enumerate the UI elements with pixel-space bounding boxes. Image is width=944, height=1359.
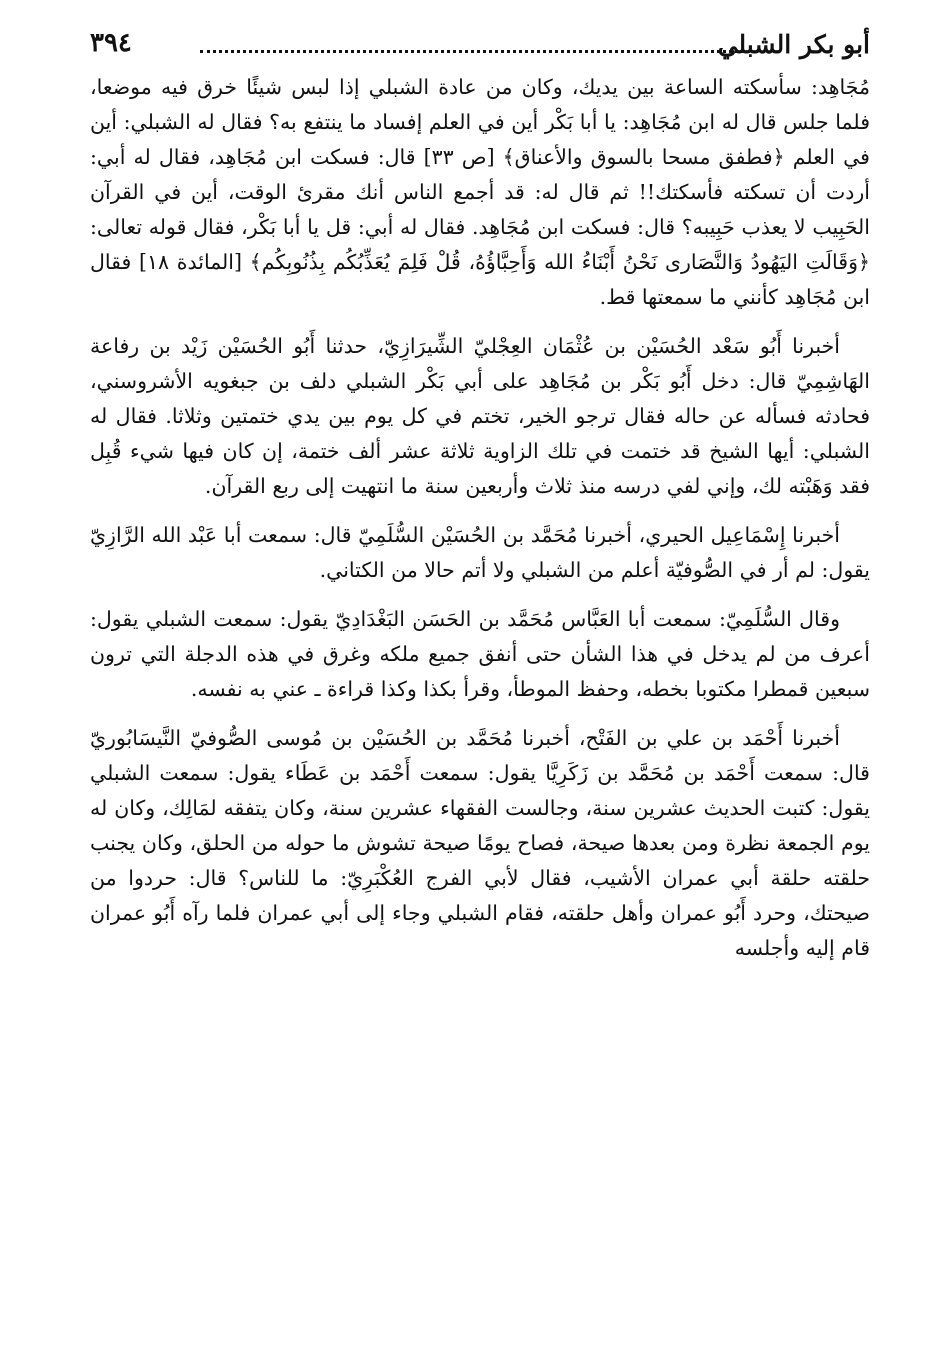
body-text [90, 70, 870, 966]
running-header [90, 28, 870, 70]
paragraph-1: مُجَاهِد: سأسكته الساعة بين يديك، وكان من عادة الشبلي إذا لبس شيئًا خرق فيه موضعا، فلما جلس قال له ابن مُجَاهِد: يا أبا بَكْر أين في العلم إفساد ما ينتفع به؟ فقال له الشبلي: أين في العلم ﴿فطفق مسحا بالسوق والأعناق﴾ [ص ٣٣] قال: فسكت ابن مُجَاهِد، فقال له أبي: أردت أن تسكته فأسكتك!! ثم قال له: قد أجمع الناس أنك مقرئ الوقت، أين في القرآن الحَبِيب لا يعذب حَبِيبه؟ قال: فسكت ابن مُجَاهِد. فقال له أبي: قل يا أبا بَكْر، فقال قوله تعالى: ﴿وَقَالَتِ اليَهُودُ وَالنَّصَارى نَحْنُ أَبْنَاءُ الله وَأَحِبَّاؤُهُ، قُلْ فَلِمَ يُعَذِّبُكُم بِذُنُوبِكُم﴾ [المائدة ١٨] فقال ابن مُجَاهِد كأنني ما سمعتها قط. [90, 75, 871, 309]
paragraph-5: أخبرنا أَحْمَد بن علي بن الفَتْح، أخبرنا مُحَمَّد بن الحُسَيْن بن مُوسى الصُّوفيّ النَّيسَابُوريّ قال: سمعت أَحْمَد بن مُحَمَّد بن زَكَرِيَّا يقول: سمعت أَحْمَد بن عَطَاء يقول: سمعت الشبلي يقول: كتبت الحديث عشرين سنة، وجالست الفقهاء عشرين سنة، وكان يتفقه لمَالِك، وكان له يوم الجمعة نظرة ومن بعدها صيحة، فصاح يومًا صيحة تشوش ما حوله من الحلق، وكان يجنب حلقته حلقة أبي عمران الأشيب، فقال لأبي الفرج العُكْبَرِيّ: ما للناس؟ قال: حردوا من صيحتك، وحرد أَبُو عمران وأهل حلقته، فقام الشبلي وجاء إلى أبي عمران فلما رآه أَبُو عمران قام إليه وأجلسه [90, 726, 870, 960]
page-number: ٣٩٤ [90, 28, 132, 58]
dotted-leader [200, 50, 745, 53]
book-page [90, 28, 870, 1328]
paragraph-2: أخبرنا أَبُو سَعْد الحُسَيْن بن عُثْمَان العِجْليّ الشِّيرَازِيّ، حدثنا أَبُو الحُسَيْن زَيْد بن رفاعة الهَاشِمِيّ قال: دخل أَبُو بَكْر بن مُجَاهِد على أبي بَكْر الشبلي دلف بن جبغويه الأشروسني، فحادثه فسأله عن حاله فقال ترجو الخير، تختم في كل يوم بين يدي ختمتين وثلاثا. فقال له الشبلي: أيها الشيخ قد ختمت في تلك الزاوية ثلاثة عشر ألف ختمة، إن كان فيها شيء قُبِل فقد وَهَبْته لك، وإني لفي درسه منذ ثلاث وأربعين سنة ما انتهيت إلى ربع القرآن. [90, 334, 870, 498]
paragraph-3: أخبرنا إِسْمَاعِيل الحيري، أخبرنا مُحَمَّد بن الحُسَيْن السُّلَمِيّ قال: سمعت أبا عَبْد الله الرَّازِيّ يقول: لم أر في الصُّوفيّة أعلم من الشبلي ولا أتم حالا من الكتاني. [90, 523, 870, 582]
paragraph-4: وقال السُّلَمِيّ: سمعت أبا العَبَّاس مُحَمَّد بن الحَسَن البَغْدَادِيّ يقول: سمعت الشبلي يقول: أعرف من لم يدخل في هذا الشأن حتى أنفق جميع ملكه وغرق في هذه الدجلة التي ترون سبعين قمطرا مكتوبا بخطه، وحفظ الموطأ، وقرأ بكذا وكذا قراءة ـ عني به نفسه. [90, 607, 870, 701]
running-title: أبو بكر الشبلي [717, 30, 870, 59]
